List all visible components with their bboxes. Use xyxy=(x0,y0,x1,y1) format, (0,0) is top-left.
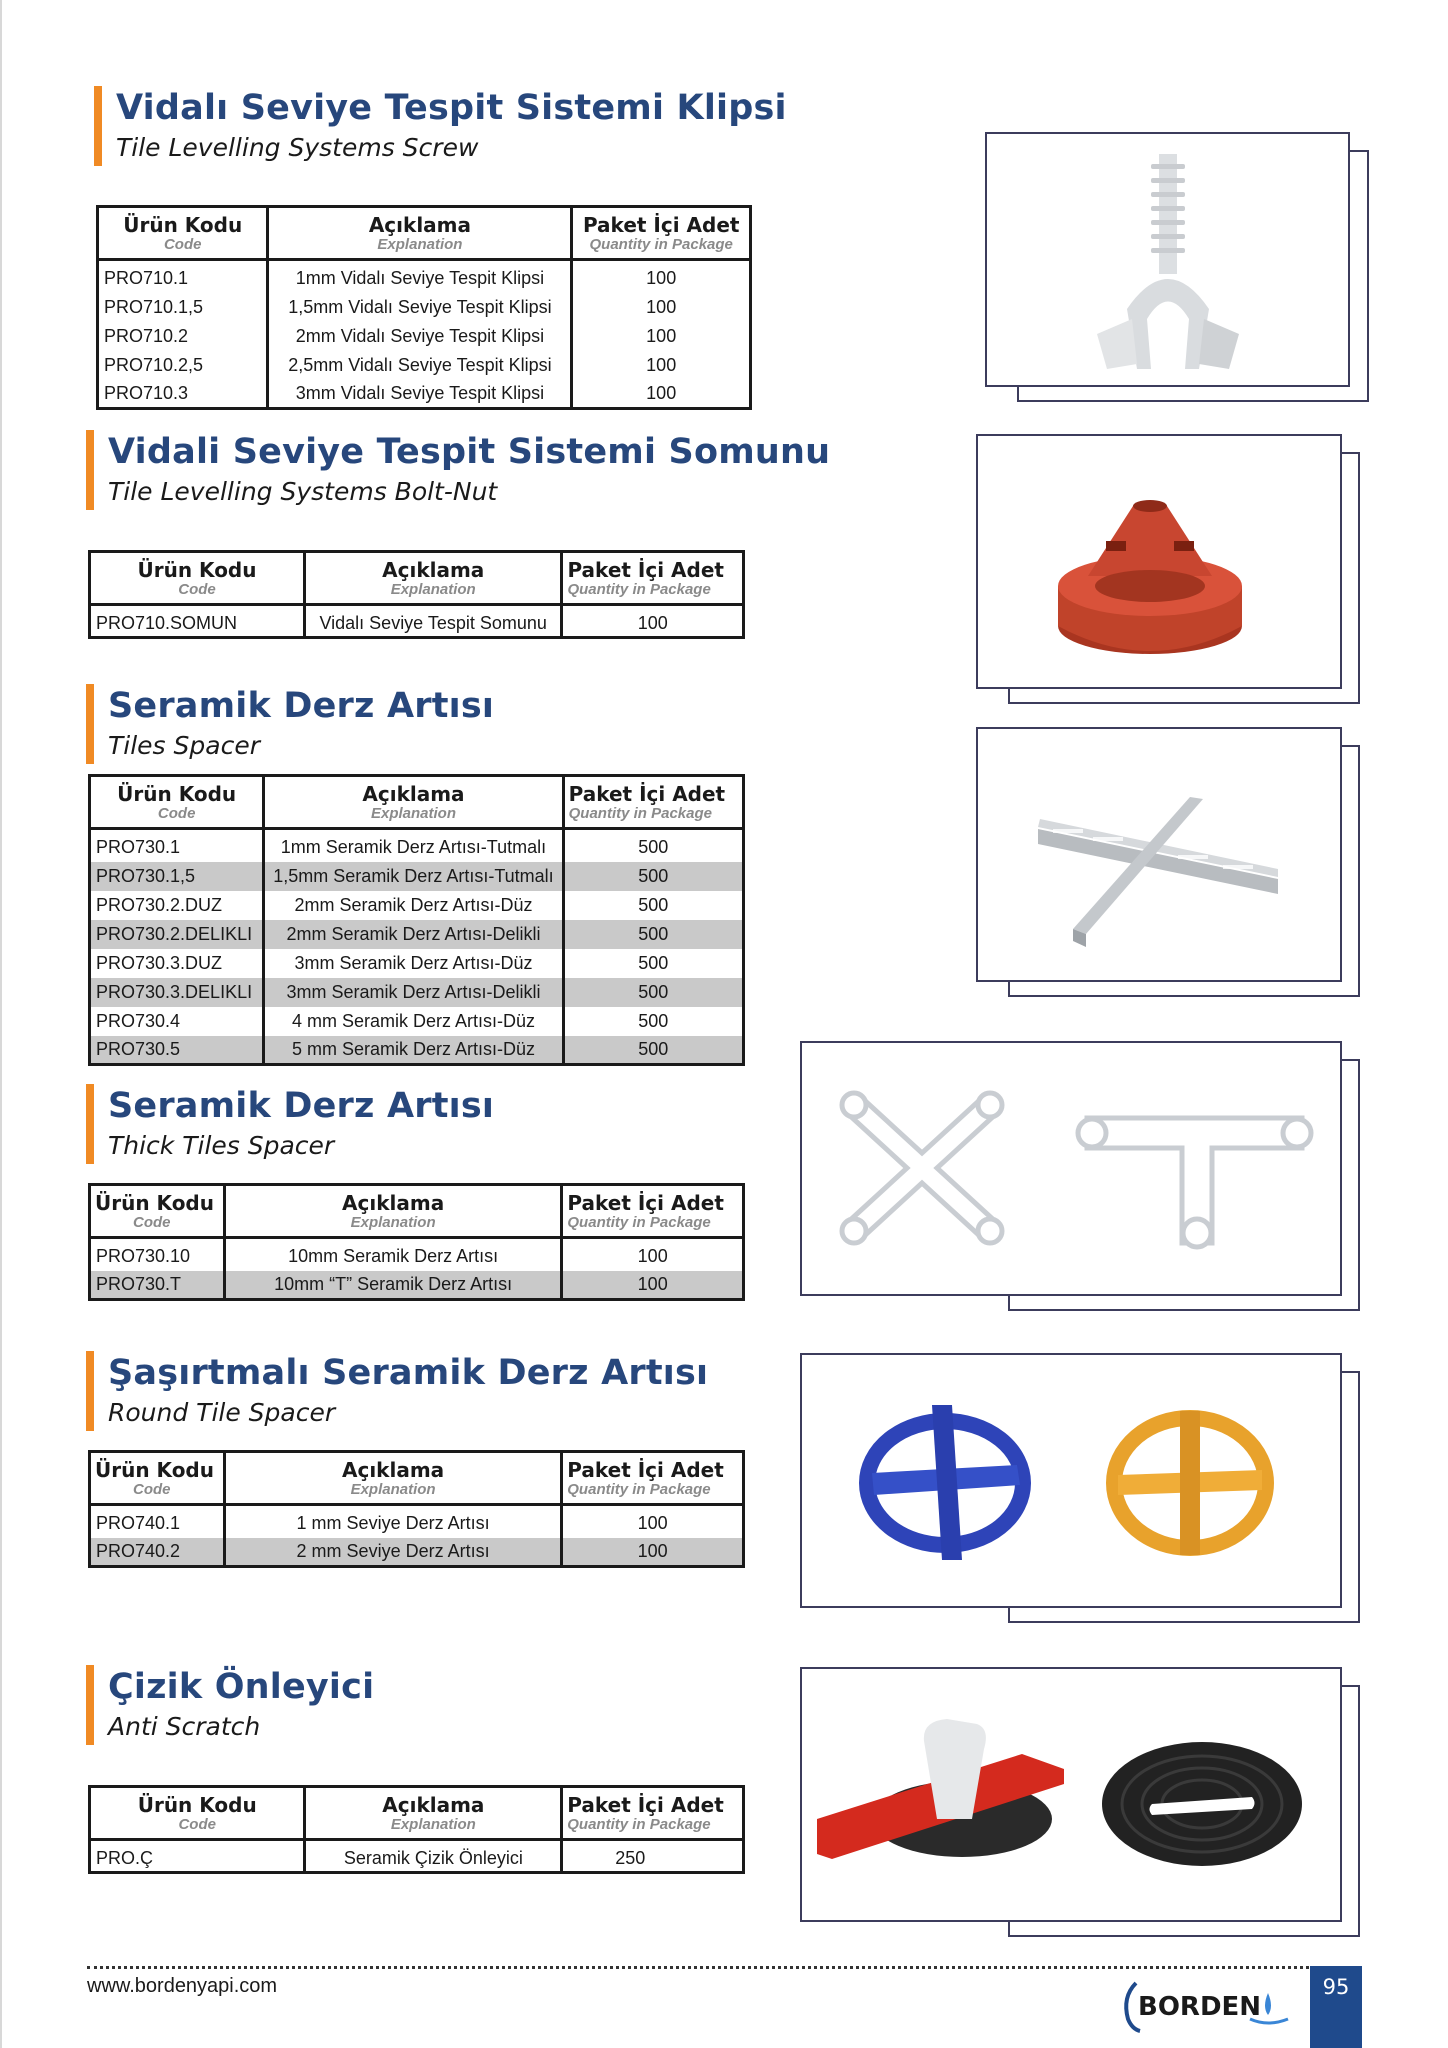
row-code: PRO.Ç xyxy=(90,1840,305,1873)
row-desc: 10mm Seramik Derz Artısı xyxy=(224,1238,562,1271)
row-qty: 100 xyxy=(572,260,751,293)
section-subtitle: Round Tile Spacer xyxy=(108,1398,336,1427)
header-explanation: Açıklama Explanation xyxy=(305,552,562,605)
section-title: Çizik Önleyici xyxy=(108,1667,375,1707)
row-code: PRO710.2,5 xyxy=(98,351,268,380)
header-quantity: Paket İçi Adet Quantity in Package xyxy=(572,207,751,260)
row-qty: 100 xyxy=(572,380,751,409)
page-number: 95 xyxy=(1322,1975,1350,1999)
section-subtitle: Tile Levelling Systems Bolt-Nut xyxy=(108,477,498,506)
row-desc: 2mm Seramik Derz Artısı-Delikli xyxy=(264,920,563,949)
screw-clip-image xyxy=(987,134,1350,387)
product-photo-thick-spacer xyxy=(800,1041,1362,1313)
table-row xyxy=(90,605,744,638)
table-row xyxy=(98,322,751,351)
row-code: PRO710.1 xyxy=(98,260,268,293)
table-row xyxy=(90,920,744,949)
row-code: PRO730.3.DUZ xyxy=(90,949,264,978)
table-row xyxy=(90,1505,744,1538)
table-row xyxy=(98,351,751,380)
table-row xyxy=(90,1840,744,1873)
header-code: Ürün Kodu Code xyxy=(90,1787,305,1840)
header-explanation: Açıklama Explanation xyxy=(264,776,563,829)
product-photo-screw-clip xyxy=(985,132,1370,404)
row-code: PRO730.2.DELIKLI xyxy=(90,920,264,949)
header-code: Ürün Kodu Code xyxy=(90,1185,225,1238)
row-desc: 2mm Vidalı Seviye Tespit Klipsi xyxy=(268,322,572,351)
header-quantity: Paket İçi Adet Quantity in Package xyxy=(562,1787,744,1840)
row-qty: 500 xyxy=(563,978,743,1007)
row-qty: 500 xyxy=(563,1036,743,1065)
row-qty: 100 xyxy=(572,351,751,380)
row-qty: 100 xyxy=(562,1238,744,1271)
row-desc: 1mm Seramik Derz Artısı-Tutmalı xyxy=(264,829,563,862)
table-row xyxy=(90,949,744,978)
section-1-heading xyxy=(94,86,787,166)
row-desc: 10mm “T” Seramik Derz Artısı xyxy=(224,1271,562,1300)
section-4-table xyxy=(88,1183,745,1301)
row-code: PRO730.2.DUZ xyxy=(90,891,264,920)
header-code: Ürün Kodu Code xyxy=(90,776,264,829)
section-5-table xyxy=(88,1450,745,1568)
row-code: PRO730.T xyxy=(90,1271,225,1300)
section-2-heading xyxy=(86,430,830,510)
row-desc: Seramik Çizik Önleyici xyxy=(305,1840,562,1873)
row-desc: 1mm Vidalı Seviye Tespit Klipsi xyxy=(268,260,572,293)
section-subtitle: Tile Levelling Systems Screw xyxy=(116,133,479,162)
section-2-table xyxy=(88,550,745,639)
table-row xyxy=(90,1036,744,1065)
section-title: Şaşırtmalı Seramik Derz Artısı xyxy=(108,1353,709,1393)
row-qty: 250 xyxy=(562,1840,744,1873)
header-quantity: Paket İçi Adet Quantity in Package xyxy=(563,776,743,829)
row-code: PRO710.1,5 xyxy=(98,293,268,322)
row-code: PRO730.10 xyxy=(90,1238,225,1271)
row-qty: 100 xyxy=(572,293,751,322)
page-edge xyxy=(0,0,2,2048)
row-qty: 100 xyxy=(562,1538,744,1567)
row-code: PRO710.SOMUN xyxy=(90,605,305,638)
section-title: Seramik Derz Artısı xyxy=(108,1086,495,1126)
row-desc: 1,5mm Seramik Derz Artısı-Tutmalı xyxy=(264,862,563,891)
section-6-table xyxy=(88,1785,745,1874)
row-qty: 100 xyxy=(562,1271,744,1300)
row-desc: 3mm Seramik Derz Artısı-Düz xyxy=(264,949,563,978)
row-code: PRO730.4 xyxy=(90,1007,264,1036)
table-row xyxy=(90,978,744,1007)
section-3-table xyxy=(88,774,745,1066)
row-code: PRO730.3.DELIKLI xyxy=(90,978,264,1007)
section-3-heading xyxy=(86,684,494,764)
row-qty: 100 xyxy=(562,605,744,638)
row-qty: 100 xyxy=(562,1505,744,1538)
section-6-heading xyxy=(86,1665,374,1745)
row-desc: 3mm Seramik Derz Artısı-Delikli xyxy=(264,978,563,1007)
product-photo-anti-scratch xyxy=(800,1667,1362,1939)
row-desc: 3mm Vidalı Seviye Tespit Klipsi xyxy=(268,380,572,409)
header-code: Ürün Kodu Code xyxy=(90,552,305,605)
header-quantity: Paket İçi Adet Quantity in Package xyxy=(562,1185,744,1238)
row-qty: 500 xyxy=(563,1007,743,1036)
anti-scratch-image xyxy=(802,1669,1342,1922)
table-row xyxy=(98,293,751,322)
table-row xyxy=(98,380,751,409)
borden-logo xyxy=(1118,1975,1298,2035)
table-row xyxy=(90,1271,744,1300)
water-drop-icon xyxy=(1265,1993,1271,2015)
footer-website[interactable]: www.bordenyapi.com xyxy=(87,1975,278,1997)
header-code: Ürün Kodu Code xyxy=(98,207,268,260)
section-5-heading xyxy=(86,1351,708,1431)
product-photo-round-spacer xyxy=(800,1353,1362,1625)
header-code: Ürün Kodu Code xyxy=(90,1452,225,1505)
row-desc: 2 mm Seviye Derz Artısı xyxy=(224,1538,561,1567)
header-explanation: Açıklama Explanation xyxy=(268,207,572,260)
row-qty: 500 xyxy=(563,949,743,978)
row-qty: 500 xyxy=(563,829,743,862)
section-title: Vidali Seviye Tespit Sistemi Somunu xyxy=(108,432,831,472)
header-explanation: Açıklama Explanation xyxy=(305,1787,562,1840)
header-quantity: Paket İçi Adet Quantity in Package xyxy=(562,1452,744,1505)
table-row xyxy=(90,1238,744,1271)
footer-divider xyxy=(87,1966,1309,1969)
product-photo-tile-spacer xyxy=(976,727,1362,999)
row-code: PRO730.1,5 xyxy=(90,862,264,891)
tile-spacer-image xyxy=(978,729,1342,982)
thick-spacer-image xyxy=(802,1043,1342,1296)
table-row xyxy=(98,260,751,293)
row-code: PRO730.1 xyxy=(90,829,264,862)
row-desc: 5 mm Seramik Derz Artısı-Düz xyxy=(264,1036,563,1065)
section-4-heading xyxy=(86,1084,494,1164)
row-desc: 2mm Seramik Derz Artısı-Düz xyxy=(264,891,563,920)
table-row xyxy=(90,862,744,891)
bolt-nut-image xyxy=(978,436,1342,689)
section-subtitle: Thick Tiles Spacer xyxy=(108,1131,335,1160)
brand-name: BORDEN xyxy=(1138,1992,1262,2022)
row-desc: 1,5mm Vidalı Seviye Tespit Klipsi xyxy=(268,293,572,322)
row-desc: 4 mm Seramik Derz Artısı-Düz xyxy=(264,1007,563,1036)
row-qty: 500 xyxy=(563,862,743,891)
row-desc: 2,5mm Vidalı Seviye Tespit Klipsi xyxy=(268,351,572,380)
row-qty: 100 xyxy=(572,322,751,351)
row-code: PRO710.2 xyxy=(98,322,268,351)
table-row xyxy=(90,891,744,920)
header-quantity: Paket İçi Adet Quantity in Package xyxy=(562,552,744,605)
row-code: PRO740.1 xyxy=(90,1505,225,1538)
row-qty: 500 xyxy=(563,920,743,949)
row-code: PRO740.2 xyxy=(90,1538,225,1567)
section-1-table xyxy=(96,205,752,410)
header-explanation: Açıklama Explanation xyxy=(224,1185,562,1238)
section-subtitle: Tiles Spacer xyxy=(108,731,260,760)
table-row xyxy=(90,1538,744,1567)
row-qty: 500 xyxy=(563,891,743,920)
section-title: Vidalı Seviye Tespit Sistemi Klipsi xyxy=(116,88,787,128)
section-title: Seramik Derz Artısı xyxy=(108,686,495,726)
round-spacer-image xyxy=(802,1355,1342,1608)
section-subtitle: Anti Scratch xyxy=(108,1712,261,1741)
table-row xyxy=(90,1007,744,1036)
table-row xyxy=(90,829,744,862)
row-code: PRO730.5 xyxy=(90,1036,264,1065)
row-code: PRO710.3 xyxy=(98,380,268,409)
row-desc: Vidalı Seviye Tespit Somunu xyxy=(305,605,562,638)
header-explanation: Açıklama Explanation xyxy=(224,1452,561,1505)
product-photo-bolt-nut xyxy=(976,434,1362,706)
row-desc: 1 mm Seviye Derz Artısı xyxy=(224,1505,561,1538)
